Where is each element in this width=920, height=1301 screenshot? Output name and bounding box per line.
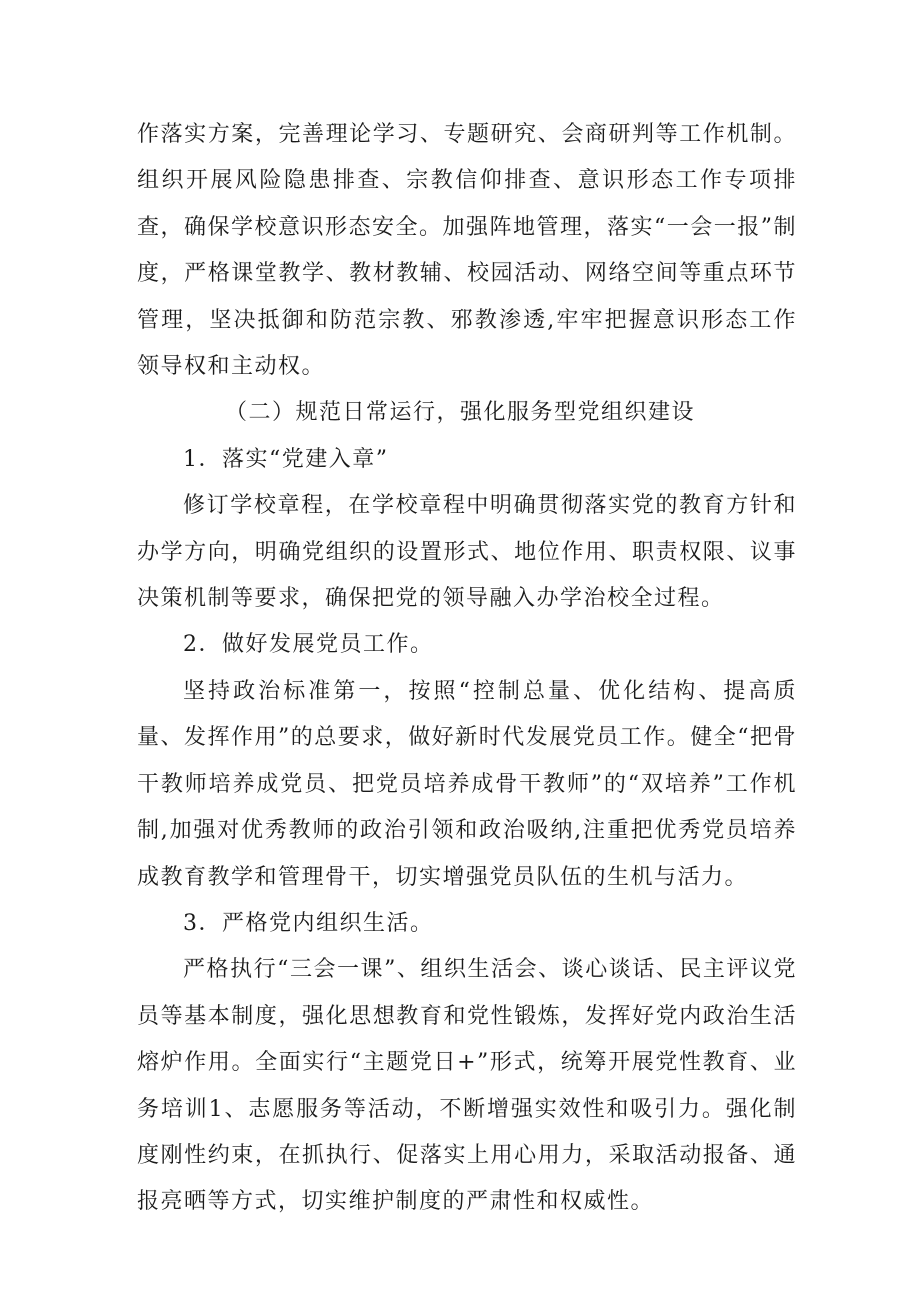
item-3-body: 严格执行“三会一课”、组织生活会、谈心谈话、民主评议党员等基本制度，强化思想教育和党性锻炼，发挥好党内政治生活熔炉作用。全面实行“主题党日+”形式，统筹开展党性教育、业务培训1、志愿服务等活动，不断增强实效性和吸引力。强化制度刚性约束，在抓执行、促落实上用心用力，采取活动报备、通报亮晒等方式，切实维护制度的严肃性和权威性。 xyxy=(137,957,797,1215)
item-1-body: 修订学校章程，在学校章程中明确贯彻落实党的教育方针和办学方向，明确党组织的设置形式、地位作用、职责权限、议事决策机制等要求，确保把党的领导融入办学治校全过程。 xyxy=(137,493,797,612)
paragraph-continuation: 作落实方案，完善理论学习、专题研究、会商研判等工作机制。组织开展风险隐患排查、宗教信仰排查、意识形态工作专项排查，确保学校意识形态安全。加强阵地管理，落实“一会一报”制度，严格课堂教学、教材教辅、校园活动、网络空间等重点环节管理，坚决抵御和防范宗教、邪教渗透,牢牢把握意识形态工作领导权和主动权。 xyxy=(137,122,797,380)
item-2-title: 2．做好发展党员工作。 xyxy=(183,632,434,658)
item-3-title: 3．严格党内组织生活。 xyxy=(183,910,434,936)
section-heading: （二）规范日常运行，强化服务型党组织建设 xyxy=(225,400,696,426)
document-body xyxy=(137,112,797,1226)
item-1-title: 1．落实“党建入章” xyxy=(183,446,389,472)
item-2-body: 坚持政治标准第一，按照“控制总量、优化结构、提高质量、发挥作用”的总要求，做好新时代发展党员工作。健全“把骨干教师培养成党员、把党员培养成骨干教师”的“双培养”工作机制,加强对优秀教师的政治引领和政治吸纳,注重把优秀党员培养成教育教学和管理骨干，切实增强党员队伍的生机与活力。 xyxy=(137,678,797,890)
